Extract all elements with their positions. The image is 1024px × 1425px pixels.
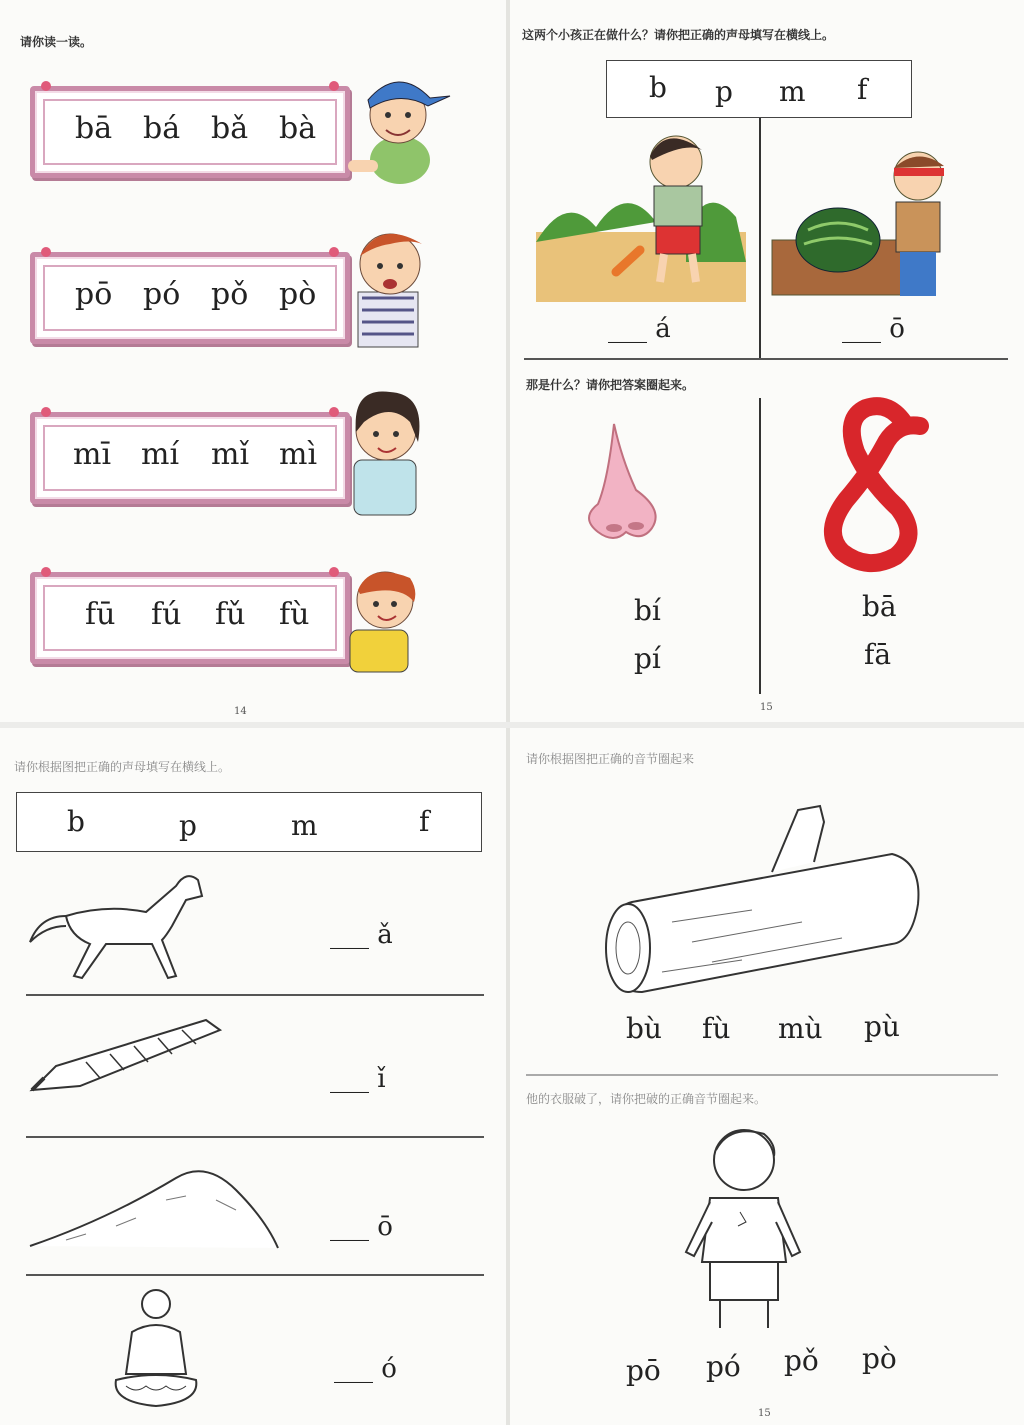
instruction: 请你读一读。: [20, 35, 93, 49]
syllable: mí: [141, 437, 180, 472]
girl-illustration: [340, 382, 430, 517]
page-number: 15: [760, 702, 773, 713]
boy-yellow-illustration: [330, 560, 430, 675]
divider: [759, 118, 761, 358]
page-17: [510, 728, 1024, 1425]
syllable: bá: [143, 111, 181, 146]
horse-illustration: [26, 856, 216, 982]
section-divider: [26, 1136, 484, 1138]
instruction-torn-clothes: 他的衣服破了，请你把破的正确音节圈起来。: [526, 1092, 767, 1106]
instruction: 请你根据图把正确的声母填写在横线上。: [14, 760, 231, 774]
instruction-fill: 这两个小孩正在做什么？请你把正确的声母填写在横线上。: [522, 28, 835, 42]
letter: m: [779, 75, 806, 108]
syllable-board-b: [30, 86, 350, 178]
syllable: fú: [151, 597, 182, 632]
syllable: mì: [279, 437, 318, 472]
boy-torn-clothes-illustration: [680, 1122, 810, 1332]
buddha-illustration: [108, 1282, 204, 1412]
section-divider: [26, 994, 484, 996]
syllable: pò: [279, 277, 317, 312]
log-illustration: [602, 802, 932, 1002]
option-mu[interactable]: mù: [778, 1012, 823, 1045]
divider: [759, 398, 761, 694]
initials-box: [606, 60, 912, 118]
page-15: [510, 0, 1024, 722]
option-bu[interactable]: bù: [626, 1012, 662, 1045]
syllable: pó: [143, 277, 181, 312]
boy-pulling-carrot-illustration: [536, 122, 746, 312]
syllable: pǒ: [211, 277, 249, 312]
syllable: fū: [85, 597, 116, 632]
option-pi[interactable]: pí: [634, 642, 661, 675]
girl-touching-watermelon-illustration: [768, 140, 968, 305]
option-bi[interactable]: bí: [634, 594, 661, 627]
answer-blank-2[interactable]: ___ ǐ: [330, 1064, 386, 1094]
section-divider: [26, 1274, 484, 1276]
answer-blank-4[interactable]: ___ ó: [334, 1354, 397, 1384]
option-po4[interactable]: pò: [862, 1342, 897, 1375]
letter: m: [291, 809, 318, 842]
option-po1[interactable]: pō: [626, 1354, 661, 1387]
syllable: mǐ: [211, 437, 250, 472]
option-ba[interactable]: bā: [862, 590, 897, 623]
page-number: 14: [234, 706, 247, 717]
syllable: fù: [279, 597, 310, 632]
letter: b: [67, 805, 85, 838]
letter: b: [649, 71, 667, 104]
syllable: mī: [73, 437, 112, 472]
page-14: [0, 0, 506, 722]
nose-illustration: [574, 420, 674, 550]
letter: f: [419, 805, 430, 838]
letter: p: [179, 809, 197, 842]
section-divider: [524, 358, 1008, 360]
syllable-board-p: [30, 252, 350, 344]
initials-box: [16, 792, 482, 852]
boy-pointing-illustration: [340, 214, 440, 349]
syllable: bā: [75, 111, 113, 146]
answer-blank-3[interactable]: ___ ō: [330, 1212, 393, 1242]
syllable: pō: [75, 277, 113, 312]
answer-blank-2[interactable]: ___ ō: [842, 314, 905, 344]
section-divider: [526, 1074, 998, 1076]
letter: p: [715, 75, 733, 108]
page-16: [0, 728, 506, 1425]
syllable: bà: [279, 111, 317, 146]
option-fu[interactable]: fù: [702, 1012, 731, 1045]
option-pu[interactable]: pù: [864, 1010, 900, 1043]
page-number: 15: [758, 1408, 771, 1419]
answer-blank-1[interactable]: ___ á: [608, 314, 671, 344]
syllable-board-f: [30, 572, 350, 664]
option-fa[interactable]: fā: [864, 638, 892, 671]
instruction-circle: 那是什么？请你把答案圈起来。: [526, 378, 695, 392]
syllable: bǎ: [211, 111, 249, 146]
option-po3[interactable]: pǒ: [784, 1344, 819, 1377]
number-eight-illustration: [810, 396, 930, 576]
syllable-board-m: [30, 412, 350, 504]
instruction-log: 请你根据图把正确的音节圈起来: [526, 752, 695, 766]
hill-illustration: [26, 1160, 286, 1260]
boy-cap-illustration: [340, 60, 460, 185]
syllable: fǔ: [215, 597, 246, 632]
option-po2[interactable]: pó: [706, 1350, 741, 1383]
letter: f: [857, 73, 868, 106]
pencil-illustration: [26, 1016, 226, 1096]
answer-blank-1[interactable]: ___ ǎ: [330, 920, 393, 950]
